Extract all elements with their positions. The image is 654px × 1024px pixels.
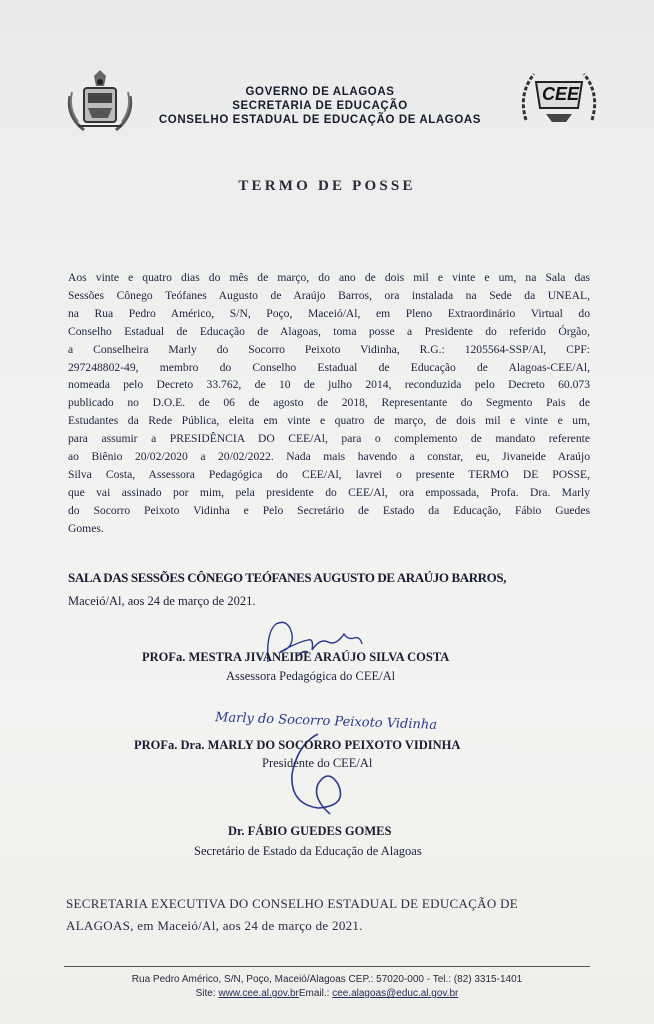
state-coat-of-arms bbox=[64, 66, 136, 138]
signer-2-role: Presidente do CEE/Al bbox=[262, 756, 373, 770]
cee-logo-text: CEE bbox=[542, 84, 580, 104]
body-line: ao Biênio 20/02/2020 a 20/02/2022. Nada mais havendo a constar, eu, Jivaneide Araújo bbox=[68, 450, 590, 463]
body-line: Conselho Estadual de Educação de Alagoas, toma posse a Presidente do referido Órgão, bbox=[68, 324, 590, 338]
header-council: CONSELHO ESTADUAL DE EDUCAÇÃO DE ALAGOAS bbox=[158, 114, 482, 126]
document-title: TERMO DE POSSE bbox=[238, 178, 416, 194]
body-line: para assumir a PRESIDÊNCIA DO CEE/Al, para o complemento de mandato referente bbox=[68, 432, 590, 446]
signer-2-name: PROFa. Dra. MARLY DO SOCORRO PEIXOTO VIDINHA bbox=[134, 738, 461, 752]
footer-divider bbox=[64, 966, 590, 967]
signer-1-role: Assessora Pedagógica do CEE/Al bbox=[226, 669, 396, 683]
body-line: na Rua Pedro Américo, S/N, Poço, Maceió/Al, em Pleno Extraordinário Virtual do bbox=[68, 306, 590, 320]
body-line: 297248802-49, membro do Conselho Estadual de Educação de Alagoas-CEE/Al, bbox=[68, 360, 590, 374]
footer-site-link[interactable]: www.cee.al.gov.br bbox=[218, 988, 299, 999]
cee-logo bbox=[516, 64, 602, 132]
signature-marly-text: Marly do Socorro Peixoto Vidinha bbox=[214, 710, 438, 733]
body-line: Sessões Cônego Teófanes Augusto de Araújo Barros, ora instalada na Sede da UNEAL, bbox=[68, 288, 590, 302]
signer-3-name: Dr. FÁBIO GUEDES GOMES bbox=[228, 824, 392, 838]
body-line: Aos vinte e quatro dias do mês de março, do ano de dois mil e vinte e um, na Sala das bbox=[68, 271, 590, 284]
footer-contact bbox=[0, 988, 654, 999]
secretariat-line-2: ALAGOAS, em Maceió/Al, aos 24 de março de 2021. bbox=[66, 918, 363, 933]
body-line: publicado no D.O.E. de 06 de agosto de 2018, Representante do Segmento Pais de bbox=[68, 396, 590, 410]
secretariat-line-1: SECRETARIA EXECUTIVA DO CONSELHO ESTADUAL DE EDUCAÇÃO DE bbox=[66, 896, 519, 911]
signer-3-role: Secretário de Estado da Educação de Alagoas bbox=[194, 844, 422, 858]
header-government: GOVERNO DE ALAGOAS bbox=[245, 86, 395, 98]
body-line: nomeada pelo Decreto 33.762, de 10 de julho 2014, reconduzida pelo Decreto 60.073 bbox=[68, 378, 590, 392]
body-line: do Socorro Peixoto Vidinha e Pelo Secretário de Estado da Educação, Fábio Guedes bbox=[68, 503, 590, 517]
footer-address: Rua Pedro Américo, S/N, Poço, Maceió/Alagoas CEP.: 57020-000 - Tel.: (82) 3315-1401 bbox=[131, 974, 523, 985]
sessions-room: SALA DAS SESSÕES CÔNEGO TEÓFANES AUGUSTO DE ARAÚJO BARROS, bbox=[68, 570, 507, 585]
signer-1-name: PROFa. MESTRA JIVANEIDE ARAÚJO SILVA COSTA bbox=[142, 650, 450, 664]
footer-email-link[interactable]: cee.alagoas@educ.al.gov.br bbox=[332, 988, 459, 999]
body-line: Gomes. bbox=[68, 521, 104, 535]
footer-site-label: Site: bbox=[195, 988, 216, 999]
city-date: Maceió/Al, aos 24 de março de 2021. bbox=[68, 594, 256, 608]
body-line: Estudantes da Rede Pública, eleita em vinte e quatro de março, de dois mil e vinte e um, bbox=[68, 414, 590, 428]
body-line: a Conselheira Marly do Socorro Peixoto Vidinha, R.G.: 1205564-SSP/Al, CPF: bbox=[68, 342, 590, 356]
body-line: que vai assinado por mim, pela presidente do CEE/Al, ora empossada, Profa. Dra. Marly bbox=[68, 485, 590, 499]
header-secretariat: SECRETARIA DE EDUCAÇÃO bbox=[232, 100, 408, 112]
body-line: Silva Costa, Assessora Pedagógica do CEE/Al, lavrei o presente TERMO DE POSSE, bbox=[68, 467, 590, 481]
footer-email-label: Email.: bbox=[298, 988, 330, 999]
